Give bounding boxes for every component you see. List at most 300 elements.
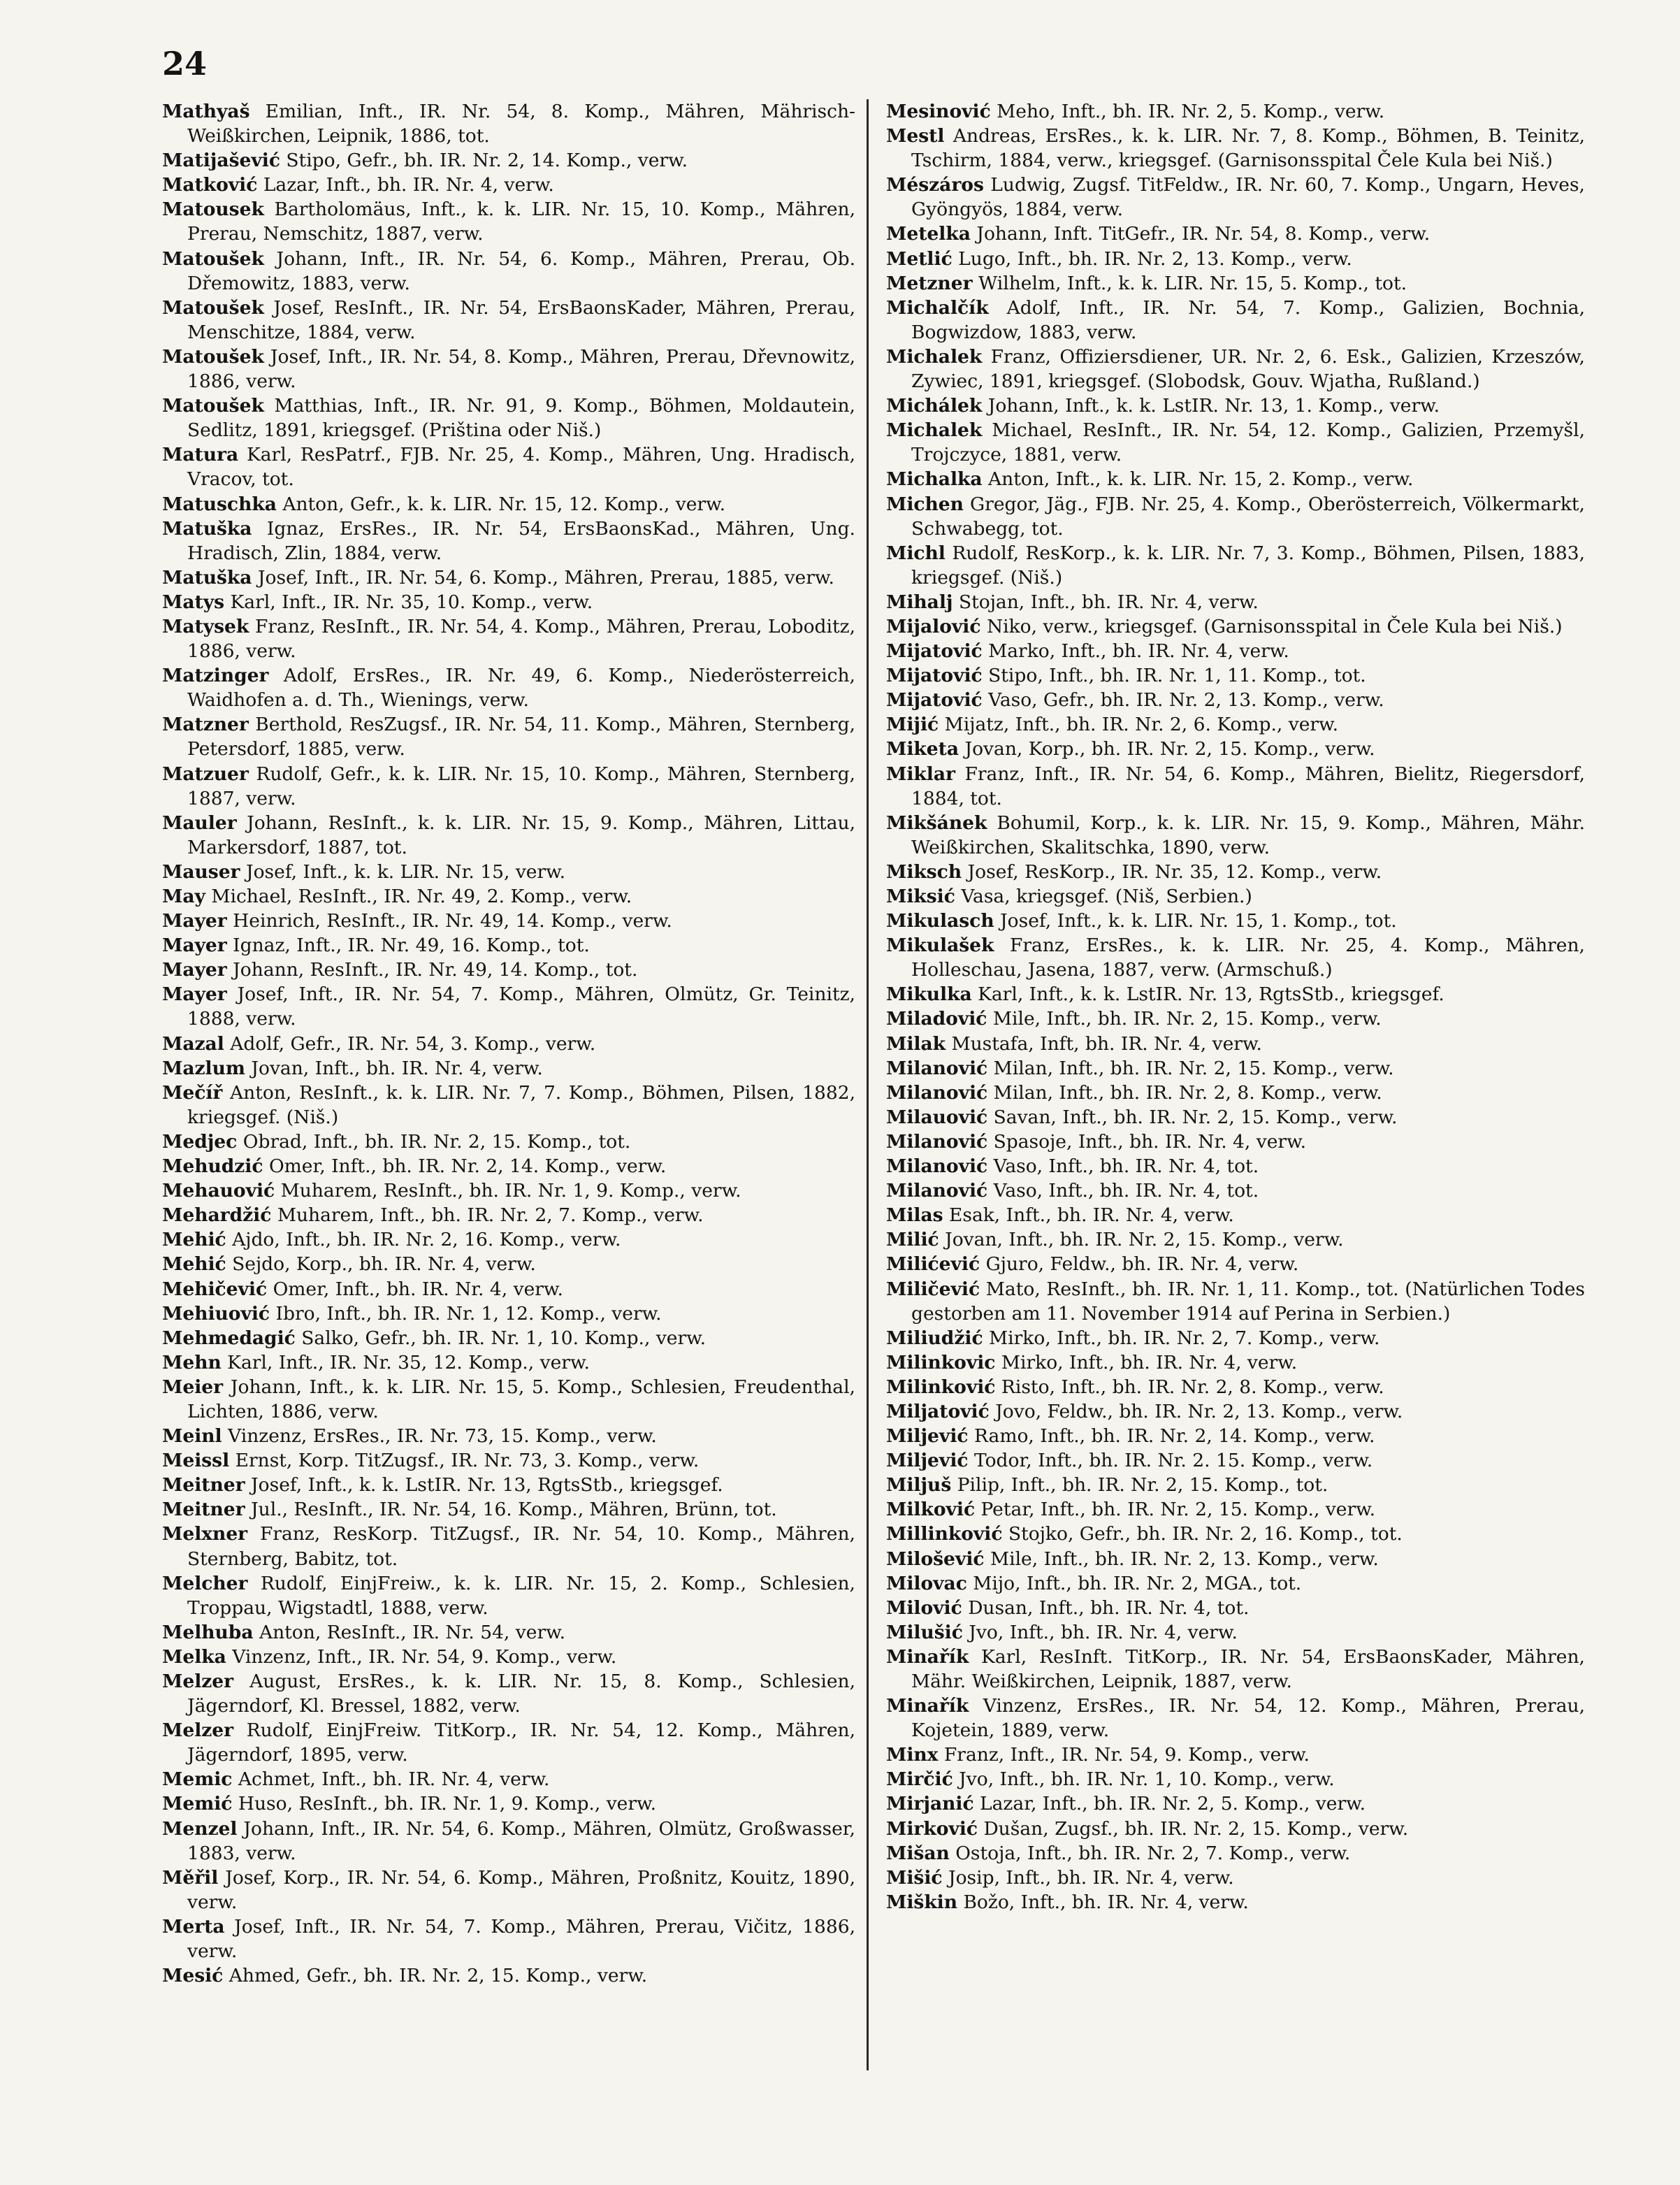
entry-details: Ludwig, Zugsf. TitFeldw., IR. Nr. 60, 7. Komp., Ungarn, Heves, Gyöngyös, 1884, verw.: [911, 174, 1585, 221]
entry-surname: Matoušek: [162, 296, 264, 319]
list-entry: [886, 1252, 1585, 1276]
list-entry: [886, 712, 1585, 737]
entry-surname: Meitner: [162, 1499, 245, 1521]
entry-surname: Mauser: [162, 860, 240, 883]
entry-surname: Miliudžić: [886, 1327, 983, 1349]
entry-details: Ibro, Inft., bh. IR. Nr. 1, 12. Komp., verw.: [275, 1302, 662, 1325]
entry-surname: Mesinović: [886, 101, 991, 122]
entry-surname: Matzuer: [162, 763, 249, 785]
entry-surname: Matys: [162, 591, 225, 613]
entry-surname: Mehić: [162, 1229, 226, 1251]
entry-details: Andreas, ErsRes., k. k. LIR. Nr. 7, 8. Komp., Böhmen, B. Teinitz, Tschirm, 1884, verw., kriegsgef. (Garnisonsspital Čele Kula bei Niš.): [911, 125, 1585, 172]
entry-details: Rudolf, EinjFreiw. TitKorp., IR. Nr. 54, 12. Komp., Mähren, Jägerndorf, 1895, verw.: [187, 1719, 855, 1766]
list-entry: [162, 614, 855, 663]
entry-details: Marko, Inft., bh. IR. Nr. 4, verw.: [988, 640, 1289, 663]
entry-surname: Mijatović: [886, 689, 983, 712]
entry-surname: Melzer: [162, 1719, 234, 1742]
list-entry: [162, 884, 855, 909]
entry-surname: Melcher: [162, 1572, 248, 1594]
entry-details: Matthias, Inft., IR. Nr. 91, 9. Komp., Böhmen, Moldautein, Sedlitz, 1891, kriegsgef. (Priština oder Niš.): [187, 395, 855, 442]
entry-details: Josef, Korp., IR. Nr. 54, 6. Komp., Mähren, Proßnitz, Kouitz, 1890, verw.: [187, 1866, 855, 1913]
list-entry: [162, 1326, 855, 1350]
entry-surname: Meitner: [162, 1474, 245, 1497]
entry-surname: Mazlum: [162, 1057, 245, 1079]
entry-details: Michael, ResInft., IR. Nr. 54, 12. Komp., Galizien, Przemyšl, Trojczyce, 1881, verw.: [911, 419, 1585, 466]
entry-details: Franz, Offiziersdiener, UR. Nr. 2, 6. Esk., Galizien, Krzeszów, Zywiec, 1891, kriegsgef. (Slobodsk, Gouv. Wjatha, Rußland.): [911, 345, 1585, 393]
entry-surname: Mehičević: [162, 1278, 268, 1300]
list-entry: [886, 614, 1585, 639]
entry-details: Božo, Inft., bh. IR. Nr. 4, verw.: [963, 1891, 1249, 1913]
entry-details: Franz, Inft., IR. Nr. 54, 9. Komp., verw.: [943, 1744, 1310, 1766]
entry-details: Ramo, Inft., bh. IR. Nr. 2, 14. Komp., verw.: [973, 1425, 1375, 1448]
entry-surname: Milanović: [886, 1057, 988, 1079]
list-entry: [886, 1473, 1585, 1497]
entry-surname: Michalka: [886, 468, 983, 491]
list-entry: [886, 1571, 1585, 1596]
entry-details: Karl, ResPatrf., FJB. Nr. 25, 4. Komp., Mähren, Ung. Hradisch, Vracov, tot.: [187, 444, 855, 491]
entry-details: Johann, Inft., k. k. LIR. Nr. 15, 5. Komp., Schlesien, Freudenthal, Lichten, 1886, verw.: [187, 1376, 855, 1422]
list-entry: [886, 1866, 1585, 1890]
list-entry: [886, 173, 1585, 222]
entry-details: Josef, Inft., IR. Nr. 54, 6. Komp., Mähren, Prerau, 1885, verw.: [257, 566, 834, 589]
entry-details: Pilip, Inft., bh. IR. Nr. 2, 15. Komp., tot.: [957, 1474, 1328, 1497]
entry-surname: Milanović: [886, 1081, 988, 1104]
entry-surname: Matijašević: [162, 150, 280, 172]
entry-surname: Metzner: [886, 272, 973, 294]
entry-details: Stipo, Gefr., bh. IR. Nr. 2, 14. Komp., verw.: [286, 150, 688, 172]
entry-surname: Matzner: [162, 714, 249, 736]
entry-surname: Mijalović: [886, 615, 981, 637]
list-entry: [162, 247, 855, 296]
entry-details: Jvo, Inft., bh. IR. Nr. 1, 10. Komp., verw.: [959, 1768, 1335, 1791]
list-entry: [886, 1081, 1585, 1105]
list-entry: [886, 1326, 1585, 1350]
list-entry: [886, 99, 1585, 124]
list-entry: [162, 565, 855, 590]
entry-surname: Matoušek: [162, 345, 264, 368]
list-entry: [886, 1620, 1585, 1645]
entry-surname: Medjec: [162, 1130, 238, 1153]
entry-details: Ignaz, ErsRes., IR. Nr. 54, ErsBaonsKad., Mähren, Ung. Hradisch, Zlin, 1884, verw.: [187, 517, 855, 564]
entry-details: Franz, Inft., IR. Nr. 54, 6. Komp., Mähren, Bielitz, Riegersdorf, 1884, tot.: [911, 763, 1585, 809]
entry-surname: Mikšánek: [886, 812, 987, 834]
list-entry: [886, 1203, 1585, 1227]
list-entry: [162, 1473, 855, 1497]
entry-details: Josip, Inft., bh. IR. Nr. 4, verw.: [948, 1866, 1234, 1889]
entry-surname: Mayer: [162, 959, 227, 981]
list-entry: [162, 1081, 855, 1130]
entry-details: Adolf, Gefr., IR. Nr. 54, 3. Komp., verw.: [230, 1032, 596, 1055]
entry-surname: Mijatović: [886, 665, 983, 687]
entry-surname: Merta: [162, 1915, 225, 1938]
entry-details: Jovan, Inft., bh. IR. Nr. 4, verw.: [251, 1057, 543, 1079]
list-entry: [886, 1448, 1585, 1473]
entry-surname: Mirčić: [886, 1768, 953, 1791]
entry-surname: Milović: [886, 1596, 962, 1619]
list-entry: [162, 1767, 855, 1791]
entry-surname: Mazal: [162, 1032, 224, 1055]
entry-details: Emilian, Inft., IR. Nr. 54, 8. Komp., Mähren, Mährisch-Weißkirchen, Leipnik, 1886, tot.: [187, 101, 855, 147]
list-entry: [886, 1743, 1585, 1767]
entry-details: Savan, Inft., bh. IR. Nr. 2, 15. Komp., verw.: [993, 1106, 1398, 1128]
entry-surname: Miljatović: [886, 1400, 990, 1422]
entry-details: Achmet, Inft., bh. IR. Nr. 4, verw.: [238, 1768, 550, 1791]
entry-details: Berthold, ResZugsf., IR. Nr. 54, 11. Komp., Mähren, Sternberg, Petersdorf, 1885, verw.: [187, 714, 855, 760]
entry-details: Lugo, Inft., bh. IR. Nr. 2, 13. Komp., verw.: [958, 247, 1352, 270]
entry-details: Karl, Inft., IR. Nr. 35, 10. Komp., verw.: [230, 591, 593, 613]
entry-surname: Metelka: [886, 223, 971, 245]
entry-surname: Michl: [886, 542, 946, 564]
list-entry: [886, 982, 1585, 1007]
entry-details: Milan, Inft., bh. IR. Nr. 2, 15. Komp., verw.: [993, 1057, 1394, 1079]
entry-details: Salko, Gefr., bh. IR. Nr. 1, 10. Komp., verw.: [301, 1327, 707, 1349]
page-number: 24: [162, 45, 208, 82]
entry-surname: Mauler: [162, 812, 237, 834]
entry-details: Wilhelm, Inft., k. k. LIR. Nr. 15, 5. Komp., tot.: [978, 272, 1407, 294]
list-entry: [886, 1694, 1585, 1743]
entry-details: Mirko, Inft., bh. IR. Nr. 2, 7. Komp., verw.: [989, 1327, 1380, 1349]
list-entry: [162, 1424, 855, 1448]
list-entry: [162, 296, 855, 345]
list-entry: [162, 1620, 855, 1645]
entry-details: Johann, Inft., IR. Nr. 54, 6. Komp., Mähren, Olmütz, Großwasser, 1883, verw.: [187, 1817, 855, 1864]
list-entry: [162, 1522, 855, 1571]
list-entry: [886, 345, 1585, 394]
entry-surname: Mišan: [886, 1842, 950, 1864]
entry-surname: Memić: [162, 1793, 233, 1815]
list-entry: [886, 1817, 1585, 1841]
entry-details: Karl, Inft., k. k. LstIR. Nr. 13, RgtsStb., kriegsgef.: [978, 983, 1444, 1006]
list-entry: [162, 811, 855, 860]
list-entry: [886, 1399, 1585, 1424]
entry-surname: Mikulka: [886, 983, 972, 1006]
entry-details: Petar, Inft., bh. IR. Nr. 2, 15. Komp., verw.: [980, 1499, 1376, 1521]
entry-surname: Milinkovic: [886, 1351, 996, 1373]
entry-details: Jovan, Korp., bh. IR. Nr. 2, 15. Komp., verw.: [964, 738, 1375, 760]
list-entry: [162, 1669, 855, 1718]
list-entry: [162, 1227, 855, 1252]
entry-details: Ahmed, Gefr., bh. IR. Nr. 2, 15. Komp., verw.: [229, 1965, 648, 1987]
entry-surname: Matousek: [162, 199, 264, 221]
entry-details: Vinzenz, Inft., IR. Nr. 54, 9. Komp., verw.: [232, 1645, 617, 1668]
entry-surname: Mehić: [162, 1253, 226, 1276]
entry-surname: Milić: [886, 1229, 939, 1251]
list-entry: [162, 1301, 855, 1326]
entry-details: Franz, ResKorp. TitZugsf., IR. Nr. 54, 10. Komp., Mähren, Sternberg, Babitz, tot.: [187, 1523, 855, 1570]
entry-details: Jovan, Inft., bh. IR. Nr. 2, 15. Komp., verw.: [945, 1229, 1344, 1251]
entry-details: Ignaz, Inft., IR. Nr. 49, 16. Komp., tot.: [233, 935, 590, 957]
entry-details: Jovo, Feldw., bh. IR. Nr. 2, 13. Komp., verw.: [995, 1400, 1403, 1422]
list-entry: [162, 1032, 855, 1056]
left-column: [162, 99, 855, 1988]
entry-surname: Milanović: [886, 1155, 988, 1178]
list-entry: [886, 1277, 1585, 1326]
entry-details: Josef, Inft., IR. Nr. 54, 7. Komp., Mähren, Olmütz, Gr. Teinitz, 1888, verw.: [187, 983, 855, 1030]
entry-surname: Miksić: [886, 886, 955, 907]
entry-surname: Melzer: [162, 1671, 234, 1692]
entry-details: Johann, Inft., k. k. LstIR. Nr. 13, 1. Komp., verw.: [987, 395, 1440, 417]
list-entry: [162, 933, 855, 958]
entry-details: Anton, ResInft., IR. Nr. 54, verw.: [259, 1621, 566, 1643]
entry-surname: Menzel: [162, 1817, 238, 1840]
entry-details: Vasa, kriegsgef. (Niš, Serbien.): [961, 886, 1252, 907]
entry-surname: Mijatović: [886, 640, 983, 663]
entry-details: Rudolf, Gefr., k. k. LIR. Nr. 15, 10. Komp., Mähren, Sternberg, 1887, verw.: [187, 763, 855, 809]
entry-details: Karl, ResInft. TitKorp., IR. Nr. 54, ErsBaonsKader, Mähren, Mähr. Weißkirchen, Leipnik, 1887, verw.: [911, 1645, 1585, 1692]
entry-details: Bohumil, Korp., k. k. LIR. Nr. 15, 9. Komp., Mähren, Mähr. Weißkirchen, Skalitschka, 1890, verw.: [911, 812, 1585, 858]
list-entry: [162, 99, 855, 148]
entry-details: Josef, Inft., k. k. LIR. Nr. 15, verw.: [245, 860, 566, 883]
entry-details: Ostoja, Inft., bh. IR. Nr. 2, 7. Komp., verw.: [955, 1842, 1351, 1864]
entry-surname: Mehn: [162, 1351, 222, 1373]
entry-surname: Miklar: [886, 763, 955, 785]
list-entry: [162, 442, 855, 491]
list-entry: [886, 933, 1585, 982]
entry-details: Obrad, Inft., bh. IR. Nr. 2, 15. Komp., tot.: [242, 1130, 631, 1153]
entry-details: Josef, ResKorp., IR. Nr. 35, 12. Komp., verw.: [967, 860, 1382, 883]
entry-surname: Mehudzić: [162, 1155, 263, 1178]
list-entry: [886, 860, 1585, 884]
entry-details: Milan, Inft., bh. IR. Nr. 2, 8. Komp., verw.: [993, 1081, 1382, 1104]
entry-surname: Mijić: [886, 714, 939, 736]
list-entry: [886, 1890, 1585, 1914]
list-entry: [162, 663, 855, 712]
entry-surname: Mihalj: [886, 591, 953, 613]
entry-surname: Mirković: [886, 1817, 978, 1840]
entry-surname: Miškin: [886, 1891, 958, 1913]
entry-surname: Matuška: [162, 566, 252, 589]
list-entry: [886, 1227, 1585, 1252]
entry-surname: Mikulasch: [886, 910, 994, 932]
list-entry: [886, 1178, 1585, 1203]
entry-details: Ajdo, Inft., bh. IR. Nr. 2, 16. Komp., verw.: [232, 1229, 621, 1251]
entry-surname: Matuška: [162, 517, 252, 540]
entry-details: August, ErsRes., k. k. LIR. Nr. 15, 8. Komp., Schlesien, Jägerndorf, Kl. Bressel, 1882, verw.: [187, 1671, 855, 1717]
list-entry: [886, 1596, 1585, 1620]
list-entry: [886, 1105, 1585, 1130]
list-entry: [886, 247, 1585, 271]
entry-surname: Mehauović: [162, 1180, 275, 1202]
entry-details: Rudolf, EinjFreiw., k. k. LIR. Nr. 15, 2. Komp., Schlesien, Troppau, Wigstadtl, 1888, verw.: [187, 1572, 855, 1619]
entry-details: Mustafa, Inft, bh. IR. Nr. 4, verw.: [951, 1032, 1262, 1055]
entry-details: Stojko, Gefr., bh. IR. Nr. 2, 16. Komp., tot.: [1008, 1523, 1403, 1545]
entry-details: Sejdo, Korp., bh. IR. Nr. 4, verw.: [232, 1253, 536, 1276]
column-divider: [867, 99, 869, 2070]
list-entry: [162, 1154, 855, 1178]
list-entry: [886, 467, 1585, 491]
list-entry: [162, 1497, 855, 1522]
entry-surname: Melhuba: [162, 1621, 254, 1643]
entry-details: Ernst, Korp. TitZugsf., IR. Nr. 73, 3. Komp., verw.: [235, 1450, 700, 1472]
list-entry: [886, 811, 1585, 860]
entry-details: Franz, ErsRes., k. k. LIR. Nr. 25, 4. Komp., Mähren, Holleschau, Jasena, 1887, verw. (Armschuß.): [911, 935, 1585, 981]
entry-surname: Milićević: [886, 1253, 980, 1276]
list-entry: [886, 1154, 1585, 1178]
list-entry: [162, 1130, 855, 1154]
list-entry: [162, 394, 855, 442]
right-column: [886, 99, 1585, 1914]
entry-surname: Milinković: [886, 1376, 996, 1398]
entry-surname: Minařík: [886, 1645, 969, 1668]
entry-surname: Michálek: [886, 395, 983, 417]
entry-surname: Mayer: [162, 983, 227, 1006]
entry-surname: Meier: [162, 1376, 224, 1398]
list-entry: [162, 173, 855, 197]
entry-surname: Mehiuović: [162, 1302, 270, 1325]
entry-surname: Metlić: [886, 247, 953, 270]
entry-surname: Matysek: [162, 615, 249, 637]
list-entry: [886, 296, 1585, 345]
list-entry: [162, 1203, 855, 1227]
entry-surname: Mesić: [162, 1965, 224, 1987]
entry-details: Vaso, Gefr., bh. IR. Nr. 2, 13. Komp., verw.: [988, 689, 1384, 712]
entry-surname: Mikulašek: [886, 935, 994, 957]
list-entry: [162, 909, 855, 933]
entry-surname: Melka: [162, 1645, 226, 1668]
entry-surname: Mirjanić: [886, 1793, 974, 1815]
entry-surname: Milušić: [886, 1621, 963, 1643]
list-entry: [886, 762, 1585, 811]
entry-details: Josef, Inft., k. k. LIR. Nr. 15, 1. Komp., tot.: [1000, 910, 1397, 932]
entry-surname: Memic: [162, 1768, 233, 1791]
entry-surname: Mayer: [162, 910, 227, 932]
entry-details: Dušan, Zugsf., bh. IR. Nr. 2, 15. Komp., verw.: [983, 1817, 1409, 1840]
entry-surname: Michalek: [886, 419, 983, 442]
entry-details: Karl, Inft., IR. Nr. 35, 12. Komp., verw.: [227, 1351, 590, 1373]
entry-details: Mijo, Inft., bh. IR. Nr. 2, MGA., tot.: [973, 1572, 1302, 1594]
entry-details: Omer, Inft., bh. IR. Nr. 2, 14. Komp., verw.: [268, 1155, 667, 1178]
entry-surname: Mathyaš: [162, 101, 250, 122]
list-entry: [162, 1252, 855, 1276]
entry-surname: Matoušek: [162, 395, 264, 417]
entry-surname: Miladović: [886, 1008, 987, 1030]
entry-details: Josef, Inft., IR. Nr. 54, 8. Komp., Mähren, Prerau, Dřevnowitz, 1886, verw.: [187, 345, 855, 393]
list-entry: [886, 688, 1585, 712]
list-entry: [886, 271, 1585, 296]
list-entry: [162, 1866, 855, 1914]
list-entry: [886, 663, 1585, 688]
entry-surname: Millinković: [886, 1523, 1003, 1545]
entry-details: Adolf, ErsRes., IR. Nr. 49, 6. Komp., Niederösterreich, Waidhofen a. d. Th., Wienings, verw.: [187, 665, 855, 712]
list-entry: [886, 1350, 1585, 1375]
entry-details: Rudolf, ResKorp., k. k. LIR. Nr. 7, 3. Komp., Böhmen, Pilsen, 1883, kriegsgef. (Niš.): [911, 542, 1585, 589]
entry-surname: Miksch: [886, 860, 962, 883]
entry-surname: Milković: [886, 1499, 976, 1521]
entry-details: Johann, Inft., IR. Nr. 54, 6. Komp., Mähren, Prerau, Ob. Dřemowitz, 1883, verw.: [187, 247, 855, 294]
list-entry: [162, 1375, 855, 1424]
entry-details: Todor, Inft., bh. IR. Nr. 2. 15. Komp., verw.: [973, 1450, 1373, 1472]
list-entry: [162, 1448, 855, 1473]
entry-details: Mile, Inft., bh. IR. Nr. 2, 15. Komp., verw.: [992, 1008, 1382, 1030]
entry-surname: May: [162, 886, 205, 907]
list-entry: [162, 762, 855, 811]
list-entry: [162, 982, 855, 1031]
entry-surname: Miljević: [886, 1450, 969, 1472]
entry-details: Gregor, Jäg., FJB. Nr. 25, 4. Komp., Oberösterreich, Völkermarkt, Schwabegg, tot.: [911, 493, 1585, 540]
entry-details: Meho, Inft., bh. IR. Nr. 2, 5. Komp., verw.: [997, 101, 1385, 122]
list-entry: [886, 1791, 1585, 1816]
entry-surname: Milanović: [886, 1180, 988, 1202]
entry-surname: Měřil: [162, 1866, 219, 1889]
list-entry: [886, 590, 1585, 614]
list-entry: [162, 1571, 855, 1620]
entry-details: Muharem, ResInft., bh. IR. Nr. 1, 9. Komp., verw.: [280, 1180, 741, 1202]
list-entry: [162, 1350, 855, 1375]
entry-surname: Milak: [886, 1032, 946, 1055]
list-entry: [162, 1817, 855, 1866]
entry-details: Anton, Gefr., k. k. LIR. Nr. 15, 12. Komp., verw.: [282, 493, 726, 515]
entry-surname: Mečíř: [162, 1081, 223, 1104]
list-entry: [162, 860, 855, 884]
list-entry: [886, 1007, 1585, 1031]
entry-details: Mijatz, Inft., bh. IR. Nr. 2, 6. Komp., verw.: [944, 714, 1339, 736]
entry-surname: Mehmedagić: [162, 1327, 296, 1349]
entry-surname: Milanović: [886, 1130, 988, 1153]
entry-details: Mile, Inft., bh. IR. Nr. 2, 13. Komp., verw.: [990, 1548, 1379, 1570]
list-entry: [886, 909, 1585, 933]
entry-surname: Matzinger: [162, 665, 269, 687]
entry-details: Huso, ResInft., bh. IR. Nr. 1, 9. Komp., verw.: [238, 1793, 656, 1815]
entry-details: Johann, ResInft., k. k. LIR. Nr. 15, 9. Komp., Mähren, Littau, Markersdorf, 1887, tot.: [187, 812, 855, 858]
list-entry: [162, 1645, 855, 1669]
entry-surname: Miljuš: [886, 1474, 952, 1497]
entry-details: Michael, ResInft., IR. Nr. 49, 2. Komp., verw.: [211, 886, 632, 907]
entry-surname: Mišić: [886, 1866, 943, 1889]
entry-details: Anton, ResInft., k. k. LIR. Nr. 7, 7. Komp., Böhmen, Pilsen, 1882, kriegsgef. (Niš.): [187, 1081, 855, 1128]
entry-surname: Milošević: [886, 1548, 985, 1570]
entry-details: Heinrich, ResInft., IR. Nr. 49, 14. Komp., verw.: [233, 910, 672, 932]
list-entry: [162, 590, 855, 614]
list-entry: [162, 1914, 855, 1963]
entry-details: Johann, Inft. TitGefr., IR. Nr. 54, 8. Komp., verw.: [976, 223, 1431, 245]
entry-details: Vaso, Inft., bh. IR. Nr. 4, tot.: [993, 1155, 1259, 1178]
list-entry: [162, 1718, 855, 1767]
entry-surname: Mayer: [162, 935, 227, 957]
list-entry: [886, 222, 1585, 246]
list-entry: [886, 639, 1585, 663]
entry-details: Josef, Inft., IR. Nr. 54, 7. Komp., Mähren, Prerau, Vičitz, 1886, verw.: [187, 1915, 855, 1963]
entry-details: Bartholomäus, Inft., k. k. LIR. Nr. 15, 10. Komp., Mähren, Prerau, Nemschitz, 1887, verw.: [187, 199, 855, 245]
entry-details: Mato, ResInft., bh. IR. Nr. 1, 11. Komp., tot. (Natürlichen Todes gestorben am 11. November 1914 auf Perina in Serbien.): [911, 1278, 1585, 1325]
entry-details: Stipo, Inft., bh. IR. Nr. 1, 11. Komp., tot.: [988, 665, 1366, 687]
list-entry: [162, 1791, 855, 1816]
entry-details: Spasoje, Inft., bh. IR. Nr. 4, verw.: [993, 1130, 1307, 1153]
list-entry: [886, 1032, 1585, 1056]
entry-details: Niko, verw., kriegsgef. (Garnisonsspital in Čele Kula bei Niš.): [986, 615, 1563, 637]
entry-details: Jul., ResInft., IR. Nr. 54, 16. Komp., Mähren, Brünn, tot.: [251, 1499, 777, 1521]
list-entry: [886, 492, 1585, 541]
entry-details: Vinzenz, ErsRes., IR. Nr. 73, 15. Komp., verw.: [228, 1425, 657, 1448]
entry-details: Josef, ResInft., IR. Nr. 54, ErsBaonsKader, Mähren, Prerau, Menschitze, 1884, verw.: [187, 296, 855, 343]
entry-surname: Melxner: [162, 1523, 248, 1545]
entry-surname: Meinl: [162, 1425, 222, 1448]
entry-surname: Matković: [162, 174, 258, 196]
entry-details: Esak, Inft., bh. IR. Nr. 4, verw.: [949, 1204, 1234, 1227]
list-entry: [162, 345, 855, 394]
entry-surname: Mestl: [886, 125, 945, 147]
entry-details: Johann, ResInft., IR. Nr. 49, 14. Komp., tot.: [233, 959, 638, 981]
list-entry: [162, 517, 855, 565]
list-entry: [886, 124, 1585, 173]
list-entry: [886, 1522, 1585, 1546]
entry-surname: Miljević: [886, 1425, 969, 1448]
entry-details: Franz, ResInft., IR. Nr. 54, 4. Komp., Mähren, Prerau, Loboditz, 1886, verw.: [187, 615, 855, 663]
entry-details: Risto, Inft., bh. IR. Nr. 2, 8. Komp., verw.: [1001, 1376, 1384, 1398]
entry-surname: Miličević: [886, 1278, 980, 1300]
entry-details: Anton, Inft., k. k. LIR. Nr. 15, 2. Komp., verw.: [988, 468, 1414, 491]
entry-surname: Miketa: [886, 738, 960, 760]
list-entry: [886, 1424, 1585, 1448]
